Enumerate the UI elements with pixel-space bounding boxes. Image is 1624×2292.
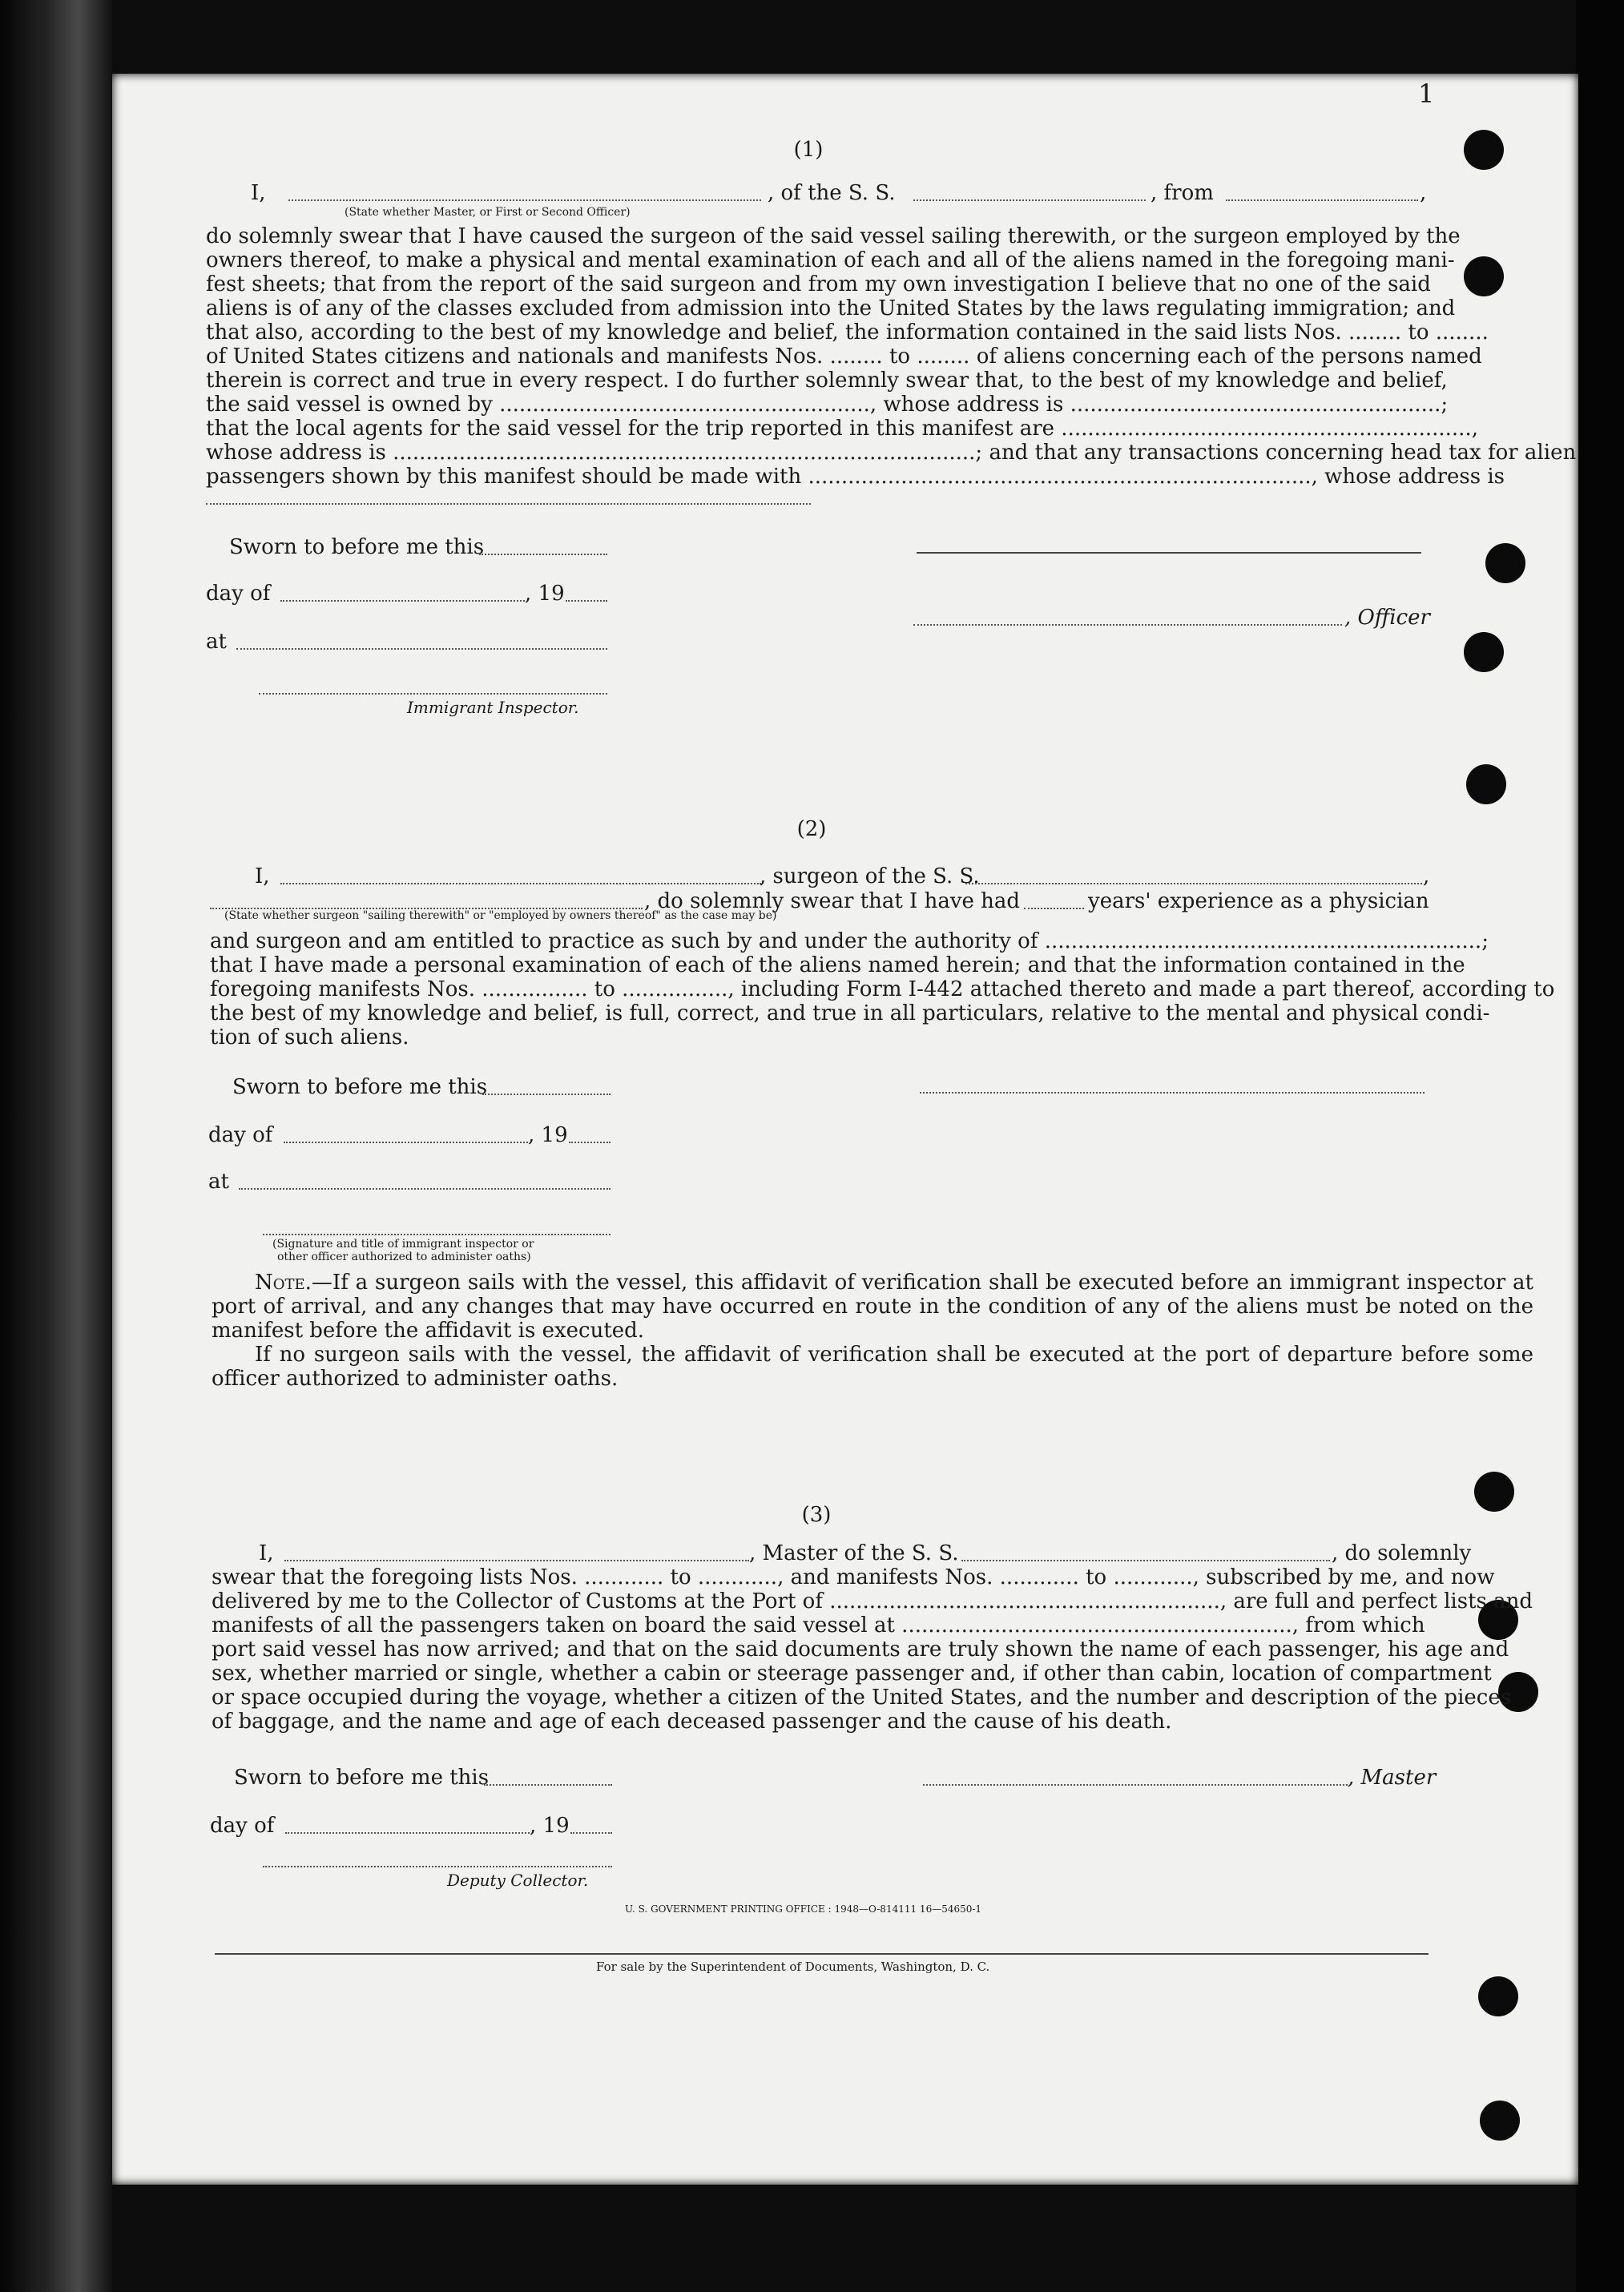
s3-body-line: swear that the foregoing lists Nos. ............ to ............, and manifests Nos. ............ to ............, subscribed by me, and now (212, 1565, 1495, 1589)
s2-at-label: at (208, 1170, 229, 1194)
s3-body-line: or space occupied during the voyage, whether a citizen of the United States, and the number and description of the pieces (212, 1686, 1512, 1710)
s1-body-line: fest sheets; that from the report of the said surgeon and from my own investigation I believe that no one of the said (206, 272, 1431, 296)
s1-at-field[interactable] (236, 647, 607, 650)
s3-year-label: , 19 (530, 1814, 570, 1838)
s1-line1-from: , from (1151, 181, 1214, 205)
s1-from-field[interactable] (1226, 199, 1418, 201)
s2-body-line: tion of such aliens. (210, 1025, 409, 1049)
s2-at-field[interactable] (239, 1187, 611, 1190)
s3-sworn-label: Sworn to before me this (234, 1766, 490, 1790)
s1-sworn-label: Sworn to before me this (229, 535, 485, 559)
punch-hole (1464, 632, 1504, 672)
s2-note (212, 1271, 1533, 1343)
s2-inspector-signature-line[interactable] (263, 1233, 611, 1235)
s1-line1-caption: (State whether Master, or First or Second Officer) (345, 206, 631, 219)
s3-collector-signature-line[interactable] (263, 1865, 612, 1867)
s3-day-of-label: day of (210, 1814, 275, 1838)
s2-surgeon-name-field[interactable] (280, 882, 761, 884)
s1-body-line: do solemnly swear that I have caused the surgeon of the said vessel sailing therewith, or the surgeon employed by the (206, 224, 1461, 248)
s1-body-line: of United States citizens and nationals and manifests Nos. ........ to ........ of aliens concerning each of the persons named (206, 344, 1482, 369)
s1-officer-signature-line[interactable] (917, 551, 1421, 554)
s2-vessel-field[interactable] (965, 882, 1422, 884)
printing-office-line: U. S. GOVERNMENT PRINTING OFFICE : 1948—O-814111 16—54650-1 (625, 1903, 982, 1915)
s2-line2-caption: (State whether surgeon "sailing therewith" or "employed by owners thereof" as the case may be) (224, 909, 777, 922)
s3-body-line: sex, whether married or single, whether a cabin or steerage passenger and, if other than cabin, location of compartment (212, 1662, 1492, 1686)
s3-vessel-field[interactable] (961, 1559, 1330, 1561)
s1-vessel-field[interactable] (913, 199, 1146, 201)
s3-line1-i: I, (259, 1541, 274, 1565)
s3-year-field[interactable] (570, 1831, 612, 1834)
s1-body-line: therein is correct and true in every respect. I do further solemnly swear that, to the best of my knowledge and belief, (206, 369, 1448, 393)
s1-body-line: that the local agents for the said vessel for the trip reported in this manifest are .............................................................., (206, 417, 1478, 441)
section-1-number: (1) (793, 138, 824, 162)
s1-body-line: aliens is of any of the classes excluded from admission into the United States by the laws regulating immigration; and (206, 296, 1456, 320)
s2-line1-i: I, (255, 864, 270, 888)
s2-day-of-label: day of (208, 1123, 273, 1147)
s3-day-of-field[interactable] (285, 1831, 530, 1834)
punch-hole (1478, 1976, 1518, 2016)
s2-day-of-field[interactable] (284, 1141, 528, 1143)
s2-line1-surgeon: , surgeon of the S. S. (760, 864, 980, 888)
s2-note-2 (212, 1343, 1533, 1391)
s1-at-label: at (206, 630, 227, 654)
s3-collector-label: Deputy Collector. (447, 1871, 589, 1890)
s2-body-line: the best of my knowledge and belief, is full, correct, and true in all particulars, relative to the mental and physical condi- (210, 1001, 1490, 1025)
s3-master-name-field[interactable] (284, 1559, 749, 1561)
s2-body-line: that I have made a personal examination of each of the aliens named herein; and that the information contained in the (210, 953, 1465, 977)
section-2-number: (2) (796, 817, 827, 841)
s3-sworn-date-field[interactable] (484, 1783, 612, 1786)
s2-surgeon-signature-line[interactable] (920, 1091, 1425, 1094)
punch-hole (1474, 1472, 1514, 1512)
s1-body-line: passengers shown by this manifest should be made with ............................................................................, whose address is (206, 465, 1505, 489)
s1-body-line: whose address is ........................................................................................; and that any transactions concerning head tax for alien (206, 441, 1577, 465)
s3-line1-swear: , do solemnly (1332, 1541, 1472, 1565)
s2-years-field[interactable] (1024, 907, 1084, 909)
s2-body-line: and surgeon and am entitled to practice as such by and under the authority of ..................................................................; (210, 929, 1489, 953)
s1-line1-end: , (1420, 181, 1427, 205)
s1-year-label: , 19 (525, 582, 565, 606)
s3-master-signature-line[interactable] (923, 1783, 1348, 1786)
scan-right-edge (1576, 0, 1624, 2292)
for-sale-line: For sale by the Superintendent of Documents, Washington, D. C. (596, 1960, 990, 1974)
s3-line1-master: , Master of the S. S. (749, 1541, 959, 1565)
s2-sworn-label: Sworn to before me this (232, 1075, 488, 1099)
s1-officer-label: , Officer (1344, 606, 1430, 630)
s3-body-line: delivered by me to the Collector of Customs at the Port of ..........................................................., are full and perfect lists and (212, 1589, 1533, 1613)
s2-signature-caption: (Signature and title of immigrant inspector or (272, 1238, 534, 1251)
s2-line2-swear: , do solemnly swear that I have had (644, 889, 1021, 913)
s1-line1-i: I, (251, 181, 266, 205)
s3-master-label: , Master (1348, 1766, 1437, 1790)
punch-hole (1464, 130, 1504, 170)
s2-year-label: , 19 (528, 1123, 568, 1147)
s1-inspector-label: Immigrant Inspector. (407, 698, 579, 717)
footer-rule (215, 1952, 1429, 1955)
s1-address-continuation-field[interactable] (206, 502, 811, 505)
s2-note-lead: Note. (255, 1271, 312, 1295)
s1-body-line: that also, according to the best of my knowledge and belief, the information contained in the said lists Nos. ........ to ........ (206, 320, 1489, 344)
page-mark: 1 (1418, 79, 1435, 109)
s1-body-line: owners thereof, to make a physical and mental examination of each and all of the aliens named in the foregoing mani- (206, 248, 1455, 272)
s1-officer-name-field[interactable] (288, 199, 761, 201)
punch-hole (1464, 256, 1504, 296)
s3-body-line: port said vessel has now arrived; and that on the said documents are truly shown the name of each passenger, his age and (212, 1637, 1509, 1662)
s1-inspector-signature-line[interactable] (259, 692, 607, 695)
s1-officer-name-line[interactable] (913, 623, 1342, 626)
s2-line1-end: , (1423, 864, 1430, 888)
s2-signature-caption: other officer authorized to administer oaths) (277, 1251, 531, 1263)
punch-hole (1466, 764, 1506, 804)
section-3-number: (3) (801, 1503, 832, 1527)
s2-sworn-date-field[interactable] (482, 1093, 611, 1095)
s1-day-of-label: day of (206, 582, 271, 606)
s2-line2-years: years' experience as a physician (1088, 889, 1429, 913)
s1-body-line: the said vessel is owned by ........................................................, whose address is ........................................................; (206, 393, 1449, 417)
s2-body-line: foregoing manifests Nos. ................ to ................, including Form I-442 attached thereto and made a part thereof, according to (210, 977, 1555, 1001)
form-sheet (112, 74, 1578, 2185)
s1-year-field[interactable] (566, 599, 607, 602)
s2-note-2-text: If no surgeon sails with the vessel, the affidavit of verification shall be executed at the port of departure before some officer authorized to administer oaths. (212, 1343, 1533, 1391)
punch-hole (1485, 543, 1525, 583)
s3-body-line: of baggage, and the name and age of each deceased passenger and the cause of his death. (212, 1710, 1172, 1734)
s2-note-text: —If a surgeon sails with the vessel, this affidavit of verification shall be executed before an immigrant inspector at port of arrival, and any changes that may have occurred en route in the condition of any of the aliens must be noted on the manifest before the affidavit is executed. (212, 1271, 1533, 1343)
s1-sworn-date-field[interactable] (479, 553, 607, 555)
s1-day-of-field[interactable] (280, 599, 525, 602)
scan-left-edge (0, 0, 112, 2292)
punch-hole (1480, 2101, 1520, 2141)
s3-body-line: manifests of all the passengers taken on board the said vessel at ..........................................................., from which (212, 1613, 1425, 1637)
s2-year-field[interactable] (569, 1141, 611, 1143)
s1-line1-of: , of the S. S. (768, 181, 896, 205)
